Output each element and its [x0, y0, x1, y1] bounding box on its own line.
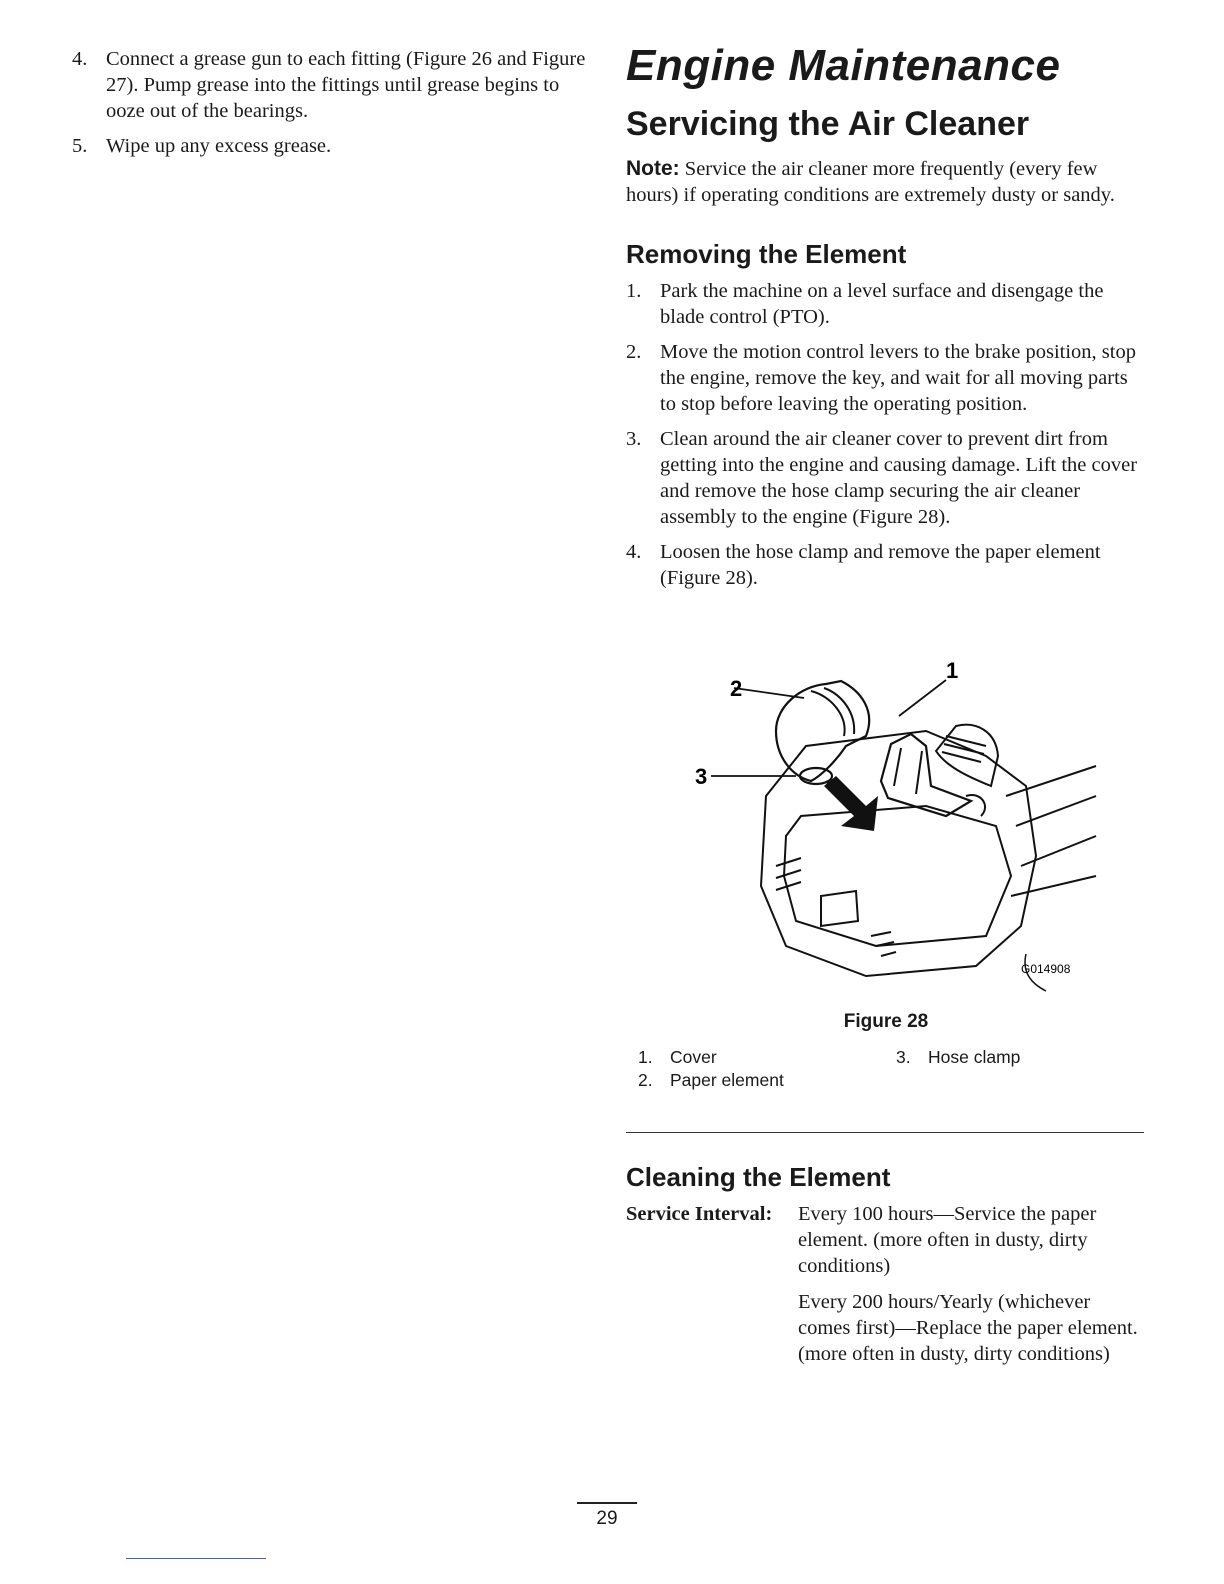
removing-step: [626, 339, 1146, 417]
step-number: 3.: [626, 428, 642, 450]
note-text: Service the air cleaner more frequently (every few hours) if operating conditions are extremely dusty or sandy.: [626, 158, 1115, 206]
service-interval-label: Service Interval:: [626, 1203, 773, 1225]
left-column: [72, 46, 592, 168]
subsection-title: Servicing the Air Cleaner: [626, 105, 1030, 143]
left-step: [72, 133, 592, 159]
bottom-link-rule: [126, 1558, 266, 1559]
legend-item: [896, 1046, 1020, 1069]
figure-callout: 3: [695, 764, 708, 789]
figure-code: G014908: [1021, 962, 1071, 976]
right-column: [626, 40, 1146, 1377]
section-title: Engine Maintenance: [626, 41, 1061, 90]
divider: [626, 1132, 1144, 1133]
legend-label: Cover: [670, 1047, 717, 1067]
legend-label: Paper element: [670, 1070, 784, 1090]
step-text: Loosen the hose clamp and remove the paper element (Figure 28).: [660, 541, 1101, 589]
legend-item: [638, 1069, 784, 1092]
figure-caption: Figure 28: [843, 1011, 929, 1032]
step-number: 2.: [626, 341, 642, 363]
removing-step: [626, 426, 1146, 530]
service-interval-values: [798, 1201, 1146, 1377]
step-text: Wipe up any excess grease.: [106, 135, 332, 157]
page-number: 29: [577, 1502, 637, 1530]
step-text: Move the motion control levers to the brake position, stop the engine, remove the key, and wait for all moving parts to stop before leaving the operating position.: [660, 341, 1136, 415]
removing-step: [626, 278, 1146, 330]
left-step: [72, 46, 592, 124]
figure-callout: 1: [946, 658, 959, 683]
step-number: 4.: [72, 48, 88, 70]
step-number: 1.: [626, 280, 642, 302]
step-number: 5.: [72, 135, 88, 157]
step-text: Park the machine on a level surface and disengage the blade control (PTO).: [660, 280, 1104, 328]
step-number: 4.: [626, 541, 642, 563]
interval-entry: Every 200 hours/Yearly (whichever comes first)—Replace the paper element. (more often in dusty, dirty conditions): [798, 1291, 1138, 1365]
removing-step: [626, 539, 1146, 591]
step-text: Clean around the air cleaner cover to prevent dirt from getting into the engine and causing damage. Lift the cover and remove the hose clamp securing the air cleaner assembly to the engine (Figure 28).: [660, 428, 1138, 528]
legend-item: [638, 1046, 717, 1069]
legend-number: 1.: [638, 1047, 653, 1067]
figure-callout: 2: [730, 676, 743, 701]
note-label: Note:: [626, 157, 680, 180]
engine-air-cleaner-illustration: [626, 636, 1146, 1006]
figure-28: [626, 636, 1146, 1031]
interval-entry: Every 100 hours—Service the paper element. (more often in dusty, dirty conditions): [798, 1203, 1097, 1277]
service-interval: [626, 1201, 1146, 1377]
note: [626, 156, 1146, 208]
step-text: Connect a grease gun to each fitting (Figure 26 and Figure 27). Pump grease into the fittings until grease begins to ooze out of the bearings.: [106, 48, 586, 122]
removing-title: Removing the Element: [626, 239, 907, 269]
figure-legend: [626, 1046, 1146, 1102]
legend-number: 2.: [638, 1070, 653, 1090]
cleaning-title: Cleaning the Element: [626, 1162, 891, 1192]
legend-label: Hose clamp: [928, 1047, 1021, 1067]
legend-number: 3.: [896, 1047, 911, 1067]
